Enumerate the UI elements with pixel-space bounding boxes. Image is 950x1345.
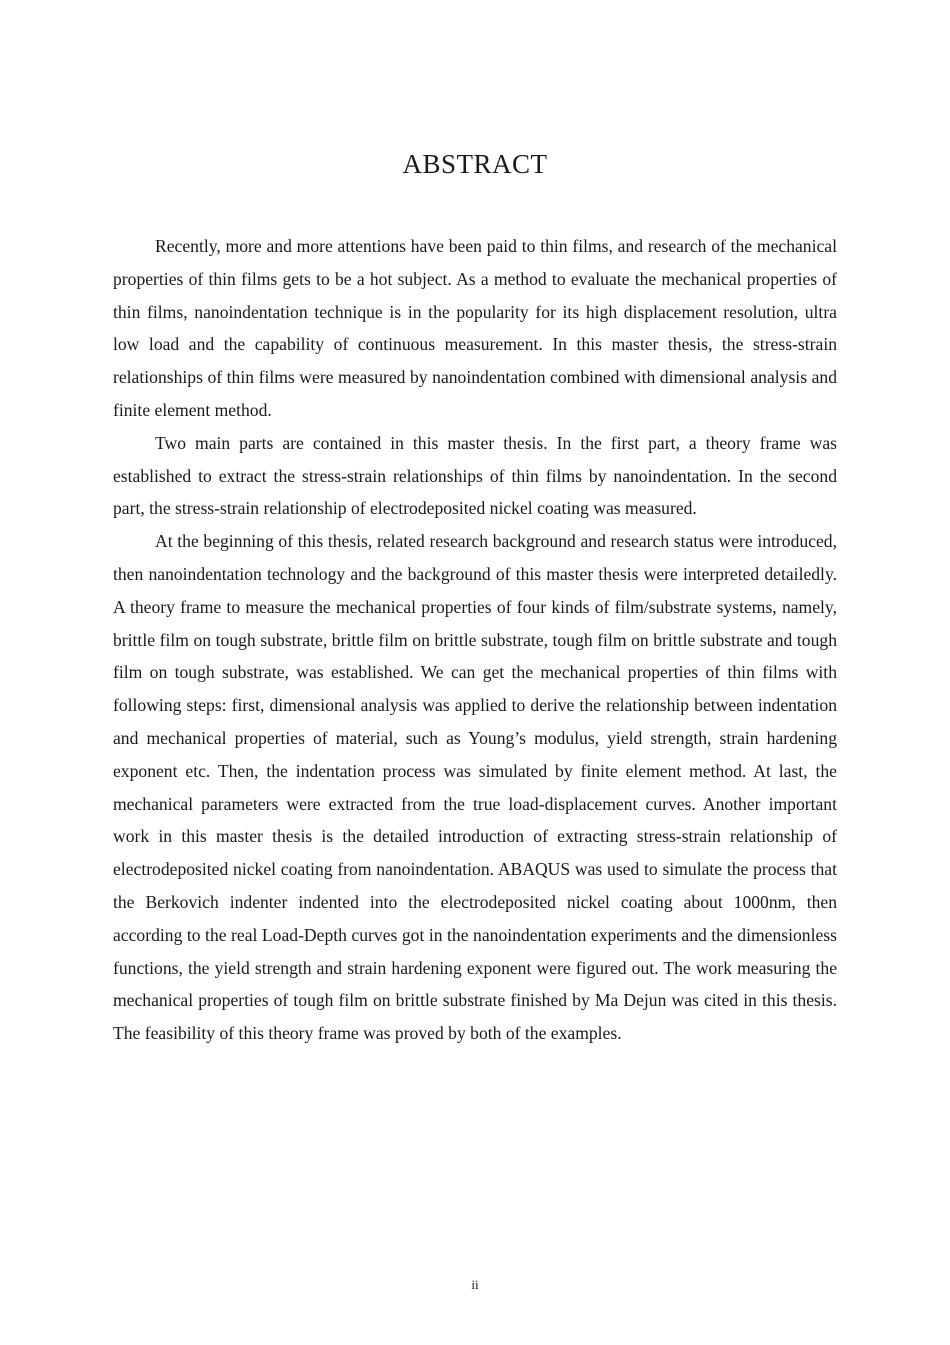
abstract-paragraph-1: Recently, more and more attentions have been paid to thin films, and research of the mechanical properties of thin films gets to be a hot subject. As a method to evaluate the mechanical properties of thin films, nanoindentation technique is in the popularity for its high displacement resolution, ultra low load and the capability of continuous measurement. In this master thesis, the stress-strain relationships of thin films were measured by nanoindentation combined with dimensional analysis and finite element method.	[113, 236, 837, 420]
abstract-body	[113, 230, 837, 1050]
page-number: ii	[471, 1277, 479, 1292]
abstract-title: ABSTRACT	[402, 149, 548, 179]
abstract-paragraph-2: Two main parts are contained in this master thesis. In the first part, a theory frame was established to extract the stress-strain relationships of thin films by nanoindentation. In the second part, the stress-strain relationship of electrodeposited nickel coating was measured.	[113, 432, 837, 519]
abstract-paragraph-3: At the beginning of this thesis, related research background and research status were introduced, then nanoindentation technology and the background of this master thesis were interpreted detailedly. A theory frame to measure the mechanical properties of four kinds of film/substrate systems, namely, brittle film on tough substrate, brittle film on brittle substrate, tough film on brittle substrate and tough film on tough substrate, was established. We can get the mechanical properties of thin films with following steps: first, dimensional analysis was applied to derive the relationship between indentation and mechanical properties of material, such as Young’s modulus, yield strength, strain hardening exponent etc. Then, the indentation process was simulated by finite element method. At last, the mechanical parameters were extracted from the true load-displacement curves. Another important work in this master thesis is the detailed introduction of extracting stress-strain relationship of electrodeposited nickel coating from nanoindentation. ABAQUS was used to simulate the process that the Berkovich indenter indented into the electrodeposited nickel coating about 1000nm, then according to the real Load-Depth curves got in the nanoindentation experiments and the dimensionless functions, the yield strength and strain hardening exponent were figured out. The work measuring the mechanical properties of tough film on brittle substrate finished by Ma Dejun was cited in this thesis. The feasibility of this theory frame was proved by both of the examples.	[113, 531, 837, 1044]
